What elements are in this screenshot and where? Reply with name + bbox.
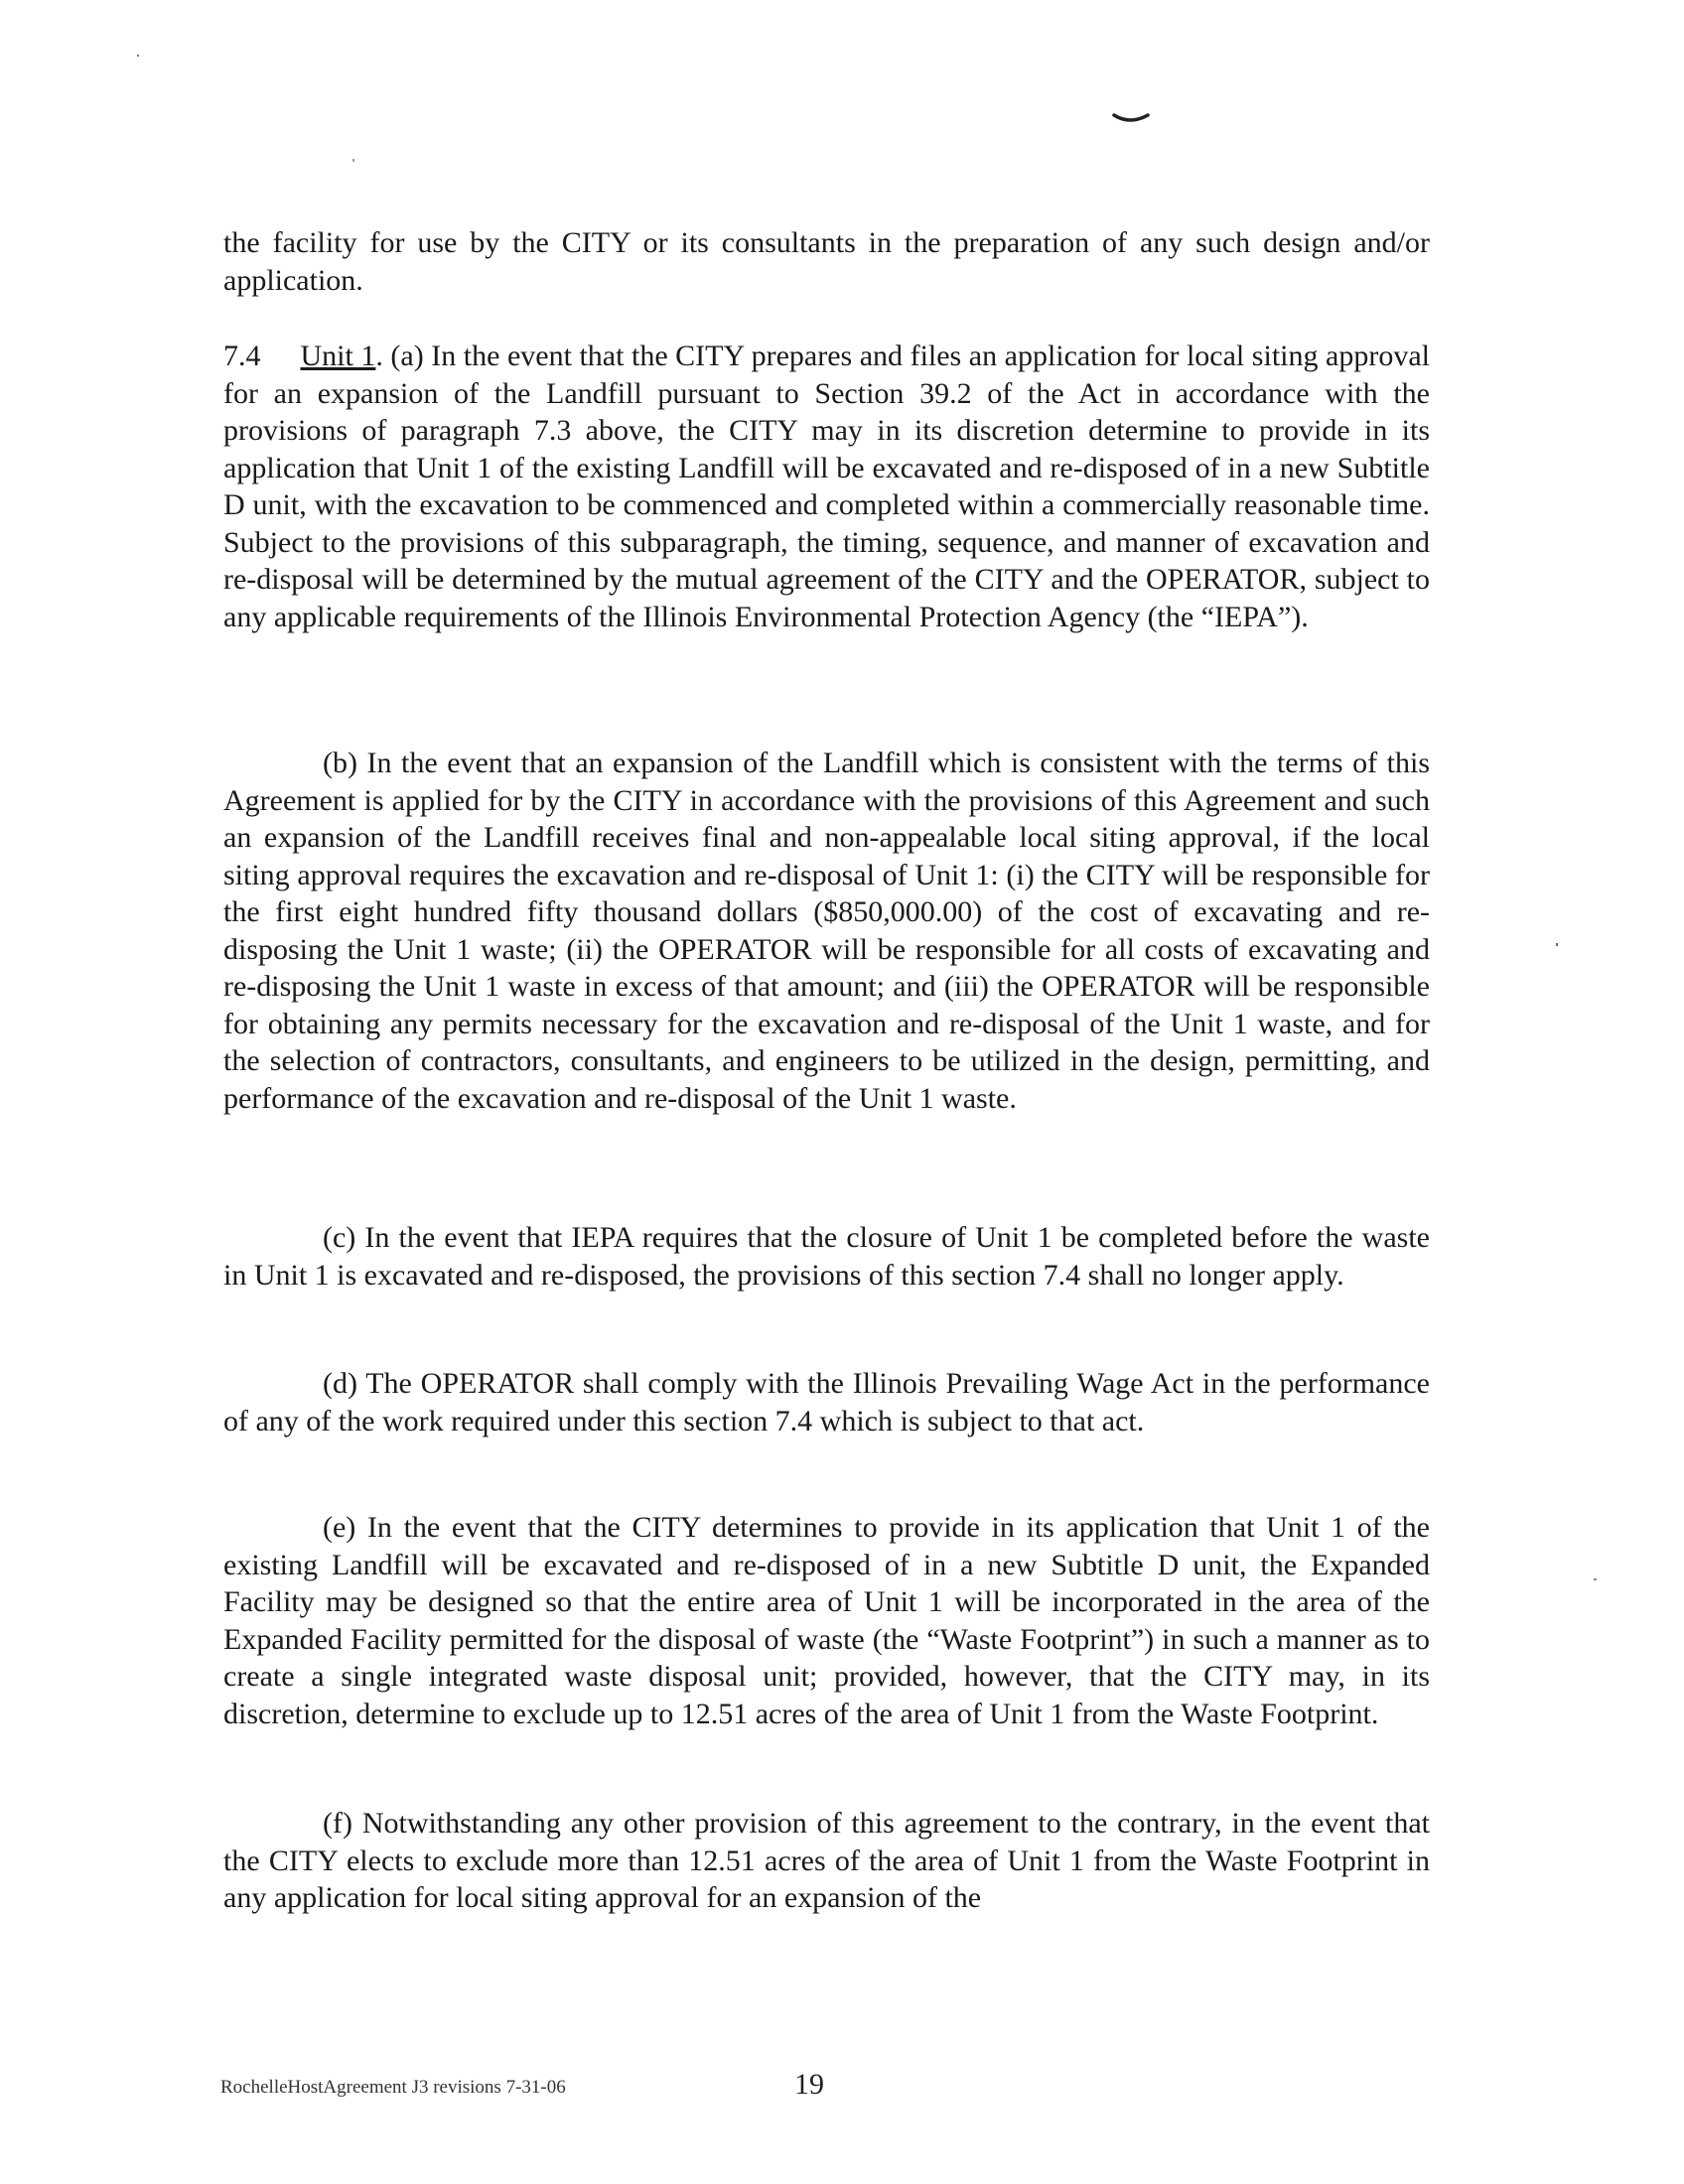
- paragraph-c: (c) In the event that IEPA requires that the closure of Unit 1 be completed before the waste in Unit 1 is excavated and re-disposed, the provisions of this section 7.4 shall no longer apply.: [223, 1221, 1430, 1292]
- section-7-4-paragraph-a: [223, 338, 1430, 635]
- scan-speck: [1594, 1578, 1597, 1580]
- paragraph-e: (e) In the event that the CITY determines to provide in its application that Unit 1 of the existing Landfill will be excavated and re-disposed of in a new Subtitle D unit, the Expanded Facility may be designed so that the entire area of Unit 1 will be incorporated in the area of the Expanded Facility permitted for the disposal of waste (the “Waste Footprint”) in such a manner as to create a single integrated waste disposal unit; provided, however, that the CITY may, in its discretion, determine to exclude up to 12.51 acres of the area of Unit 1 from the Waste Footprint.: [223, 1511, 1430, 1730]
- scan-mark: [1112, 111, 1152, 125]
- paragraph-d: (d) The OPERATOR shall comply with the Illinois Prevailing Wage Act in the performance of any of the work required under this section 7.4 which is subject to that act.: [223, 1367, 1430, 1437]
- section-number: 7.4: [223, 340, 261, 372]
- scan-speck: [352, 159, 354, 162]
- paragraph-b: (b) In the event that an expansion of the Landfill which is consistent with the terms of this Agreement is applied for by the CITY in accordance with the provisions of this Agreement and such an expansion of the Landfill receives final and non-appealable local siting approval, if the local siting approval requires the excavation and re-disposal of Unit 1: (i) the CITY will be responsible for the first eight hundred fifty thousand dollars ($850,000.00) of the cost of excavating and re-disposing the Unit 1 waste; (ii) the OPERATOR will be responsible for all costs of excavating and re-disposing the Unit 1 waste in excess of that amount; and (iii) the OPERATOR will be responsible for obtaining any permits necessary for the excavation and re-disposal of the Unit 1 waste, and for the selection of contractors, consultants, and engineers to be utilized in the design, permitting, and performance of the excavation and re-disposal of the Unit 1 waste.: [223, 747, 1430, 1115]
- paragraph-f: (f) Notwithstanding any other provision of this agreement to the contrary, in the event that the CITY elects to exclude more than 12.51 acres of the area of Unit 1 from the Waste Footprint in any application for local siting approval for an expansion of the: [223, 1807, 1430, 1914]
- page-number: 19: [794, 2068, 824, 2101]
- scan-speck: [137, 55, 139, 57]
- section-heading: Unit 1: [300, 340, 376, 372]
- scan-speck: [1556, 943, 1558, 946]
- footer-document-label: RochelleHostAgreement J3 revisions 7-31-06: [220, 2077, 566, 2098]
- paragraph-continuation: the facility for use by the CITY or its consultants in the preparation of any such design and/or application.: [223, 226, 1430, 297]
- section-7-4-text: . (a) In the event that the CITY prepares and files an application for local siting approval for an expansion of the Landfill pursuant to Section 39.2 of the Act in accordance with the provisions of paragraph 7.3 above, the CITY may in its discretion determine to provide in its application that Unit 1 of the existing Landfill will be excavated and re-disposed of in a new Subtitle D unit, with the excavation to be commenced and completed within a commercially reasonable time. Subject to the provisions of this subparagraph, the timing, sequence, and manner of excavation and re-disposal will be determined by the mutual agreement of the CITY and the OPERATOR, subject to any applicable requirements of the Illinois Environmental Protection Agency (the “IEPA”).: [223, 340, 1430, 633]
